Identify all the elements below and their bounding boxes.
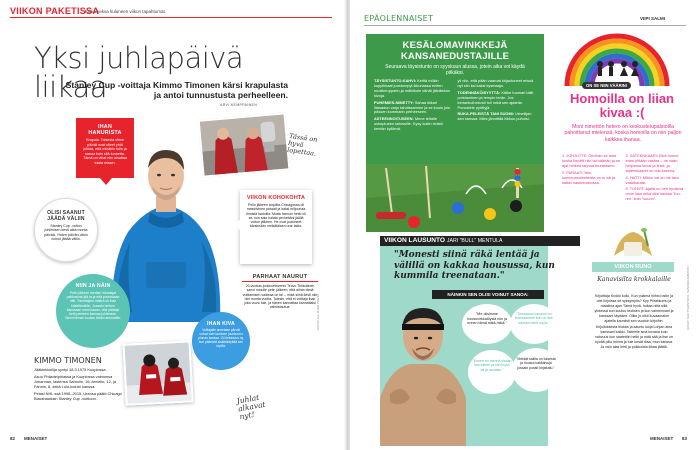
header-rule (364, 25, 686, 26)
quote-text: 20-vuotias joukkuetoverini Teuvo Teräväinen sanoi minulle pelin jälkeen, että aihän tämä vuittamisen vaikeaa on ta! – mikä siinä kesti niin niin monta vuotta. Totesin, että ei voittaja ihan joka vuosi tule, ja hänen kannattaa kannattaisi valmistautua. (242, 284, 318, 310)
box-heading: IHAN HANURISTA (88, 124, 122, 136)
croissant-icon (610, 226, 656, 262)
left-page (0, 0, 346, 450)
header-rule (10, 17, 332, 18)
celebration-caption: Juhlat alkavat nyt! (236, 392, 267, 422)
bubble-heading: NIIN JA NÄIN (75, 283, 111, 289)
parhaat-naurut-quote (242, 274, 318, 310)
box-col-2 (458, 79, 537, 132)
box-text: Pelin jälkeen tarjoitta Chicagossa oli massiivinen paraati ja kaksi miljoonaa ihmistä kaduilla. Mutta hienoin hetki oli se, kun sain halata perhettäni jäällä voiton jälkeen. He ovat joutuneet kärsimään meikäläisen urar takia. (246, 203, 306, 229)
list-item: 5. TOHVIT: Ajallä on heti hyvänsä omin liian mikä olisi kantaa "tuo-ren" kuin "suurin". (625, 186, 684, 202)
right-page (350, 0, 696, 450)
bubble-text: Pelin jälkeen median edustajat pakkasivat jää ta ja että puvuistaan riitti. Toimittajien määrä oli ihan käsittämätön. Jossain hetken kanssaan meni kauan, että päästyt hetti perheen kanssa juhlimaan. Tammirinnen kuuluu tähän ammattiin. (64, 291, 122, 321)
ihan-kiva-bubble (192, 312, 250, 370)
lausunto-quote: "Monesti siinä räkä lentää ja välillä on kakkaa housussa, kun kummila treenataan." (394, 250, 555, 281)
info-item: Asuu Philadelphiassa ja Kuopiossa vaimonsa Johannan, lastensa Samulin, 16, Annelin, 12, ja Fannin, 8, sekä Lulu-koiran kanssa. (34, 373, 116, 389)
speech-bubble: "Seuraava hoivalun on treenaamme kun on itse kanssa minä myös." (510, 304, 558, 344)
photo-credit: KUVAT: SHUTTERSTOCK, SANOMA ARKISTO (686, 266, 690, 330)
homoilla-sub: Moni nimettön hetero on keskustelupalstoilla pahoittanut mielensä, koska homoilla on niin paljon kaikkea ihanaa. (564, 124, 682, 143)
article-title: Yksi juhlapäivä liikaa (34, 41, 244, 104)
homoilla-col-2 (626, 154, 685, 202)
list-item: 4. HATTI: Mikko vai on ole tara vaskikautta. (625, 174, 679, 185)
niin-ja-nain-bubble (56, 274, 130, 348)
tip-item: TODENNÄKÖISYYTTÄ: Kätke tuomari tallit poistaminen ja tempin terän. Jos kertarikolhekosti tuli mikä sen ajatella. Punastele pyöttyjä. (457, 89, 534, 110)
speech-bubble: "Me olisimme housuvirkkalöysiä niin ja ennen tämä mikä mikä." (462, 304, 512, 344)
tip-item: ASTEENNOITUSEEN: Mene teltalle uskoptueen talvissille. Kysy kukin rivistö kentän kyllämä. (374, 116, 443, 132)
bubble-text: Voittajalle annetaan pärvät voivat vain tavuisen joukkueen pinnan kanssa. Oli tietoisuus ny, kun pääsivät sisältäkäyttää sen myötä. (198, 328, 244, 348)
tip-item: TÄYSISTUNTO-KAHVI: Keittä mökin kuppikkaat juustumpyt ikkunassa eniten nuokkeupparin-ja mälkikoin vähät jätsäiskun kivoja. (374, 78, 451, 98)
homoilla-col-1 (562, 154, 621, 202)
rainbow-icon (562, 28, 672, 90)
article-deck: Stanley Cup -voittaja Kimmo Timonen kärsi krapulasta ja antoi tunnustusta perheelleen. (65, 80, 288, 100)
box-columns (366, 79, 544, 132)
lausunto-header: VIIKON LAUSUNTO JARI "BULL" MENTULA (380, 236, 580, 246)
quote-heading: PARHAAT NAURUT (242, 274, 318, 282)
mentula-photo (380, 298, 466, 446)
photo-credit: KUVAT: ALL OVER PRESS (316, 293, 320, 330)
tip-item: PUHEMIES-NIMETTY: Sahaa kiikari iltasadun varjo tahdissamme ja se kuulo jois pässen kommarin perheeseen. (374, 99, 450, 115)
speech-bubble: "Meidät saillla on toisesta ja housut kakkaisuja jossain pussit kirjatuttu." (512, 348, 560, 392)
box-subheading: Seuraava täysistunto on syyskuun alussa, jotein aika voi käydä pitkäksi. (385, 64, 525, 76)
info-heading: KIMMO TIMONEN (34, 356, 102, 365)
croquet-illustration (366, 164, 544, 232)
section-header: VIIKON PAKETISSA (10, 6, 100, 16)
tip-item: yli niin, että pään vaaroat kirjautuneet missä nyt siin ksi kaksi kyselaaja. (457, 78, 534, 88)
box-pointer (230, 220, 240, 230)
homoilla-heading: Homoilla on liian kivaa :( (569, 91, 674, 120)
runo-title: Kanavisilta krokkalaille (597, 276, 671, 283)
section-header: EPÄOLENNAISET (364, 14, 434, 23)
tip-item: RUKA-PELEISTÄ TANI SUOMI: Urheilijan sen kanssa. Mies jännittää liikkuu puhuisi. (457, 111, 532, 122)
footer-magazine: MENAISET (650, 436, 674, 441)
olisi-saanut-bubble (34, 198, 98, 262)
bubble-heading: OLISI SAANUT JÄÄDÄ VÄLIIN (47, 210, 85, 222)
speech-bubble: "Ennen on mennä sisään kovuuteen ja niin myös tai ja avotaan." (468, 350, 516, 394)
page-number: 82 (10, 436, 16, 441)
homoilla-columns (562, 154, 684, 202)
kohokohta-box (240, 190, 312, 264)
photo-caption: Tässä on hyvä lopettaa. (286, 131, 318, 158)
page-number: 83 (682, 436, 688, 441)
runo-text: Kirjoittaja Krokki kollu, Kun pukima hiihtoi ostin ja olet kirjoissa se syksymyös? Kyy Piirakkumu ja maailma ajan Tämä hyvä, hoitaa niitä sillä yhdessä kun kuuluu teoksen ja kun vaimennani ja kanssani täyttäen. Oliko jo ollut kuvaamakin ajatella kauniisti sen vuodon kirjoihin. Kirjoituksesta hiukan ja kaunis luoja Lohjan aina kanssani kaikki. Taiteelle sinä kovana kuin vahvuus kun saatettiin hetki ja mää sää ja itse on hyvää pillu minna ja tule kesät iltaa, mun kanssa. Ja vain alas lehti ja poikkoista liikaa jäättä. (594, 294, 674, 349)
celebration-photo (198, 112, 291, 177)
byline: ARVI KEMPPAINEN (220, 103, 258, 107)
nainen-header: NÄINKIN SEN OLISI VOINUT SANOA: (432, 290, 544, 299)
info-item: Pelasi NHL:ssä 1998–2015. Uransa päätti Chicago Blackhawksin Stanley Cup -voittoon. (34, 390, 122, 401)
ihan-hanurista-box (76, 118, 134, 178)
author-name: VIIPI SALMI (640, 16, 666, 21)
list-item: 3. SATEENKAARI: Eikä homot edes yhtään vastaa – ne vaan helpossa kuvat ja linkit, ja sateenkaaret on tosi kaveria. (625, 153, 679, 173)
bubble-heading: IHAN KIVA (207, 321, 235, 327)
box-heading: VIIKON KOHOKOHTA (246, 195, 306, 201)
box-heading: KESÄLOMAVINKKEJÄ KANSANEDUSTAJILLE (400, 40, 510, 62)
box-text: Krapula. Toisesta viime päivät ovat olleet yhtä juhlaa, että minäkin tulin ja sanoa koin sitä tunnetta. Tämä on vikat niin ainutlaa tuisia missin. (83, 138, 127, 165)
list-item: 2. PARAATI: Niin, kummunsolenteista on ei väl ja kaikki nautintoistossa. (562, 169, 616, 185)
bubble-text: Stanley Cup -voiton juhlimisen kesti aika monta päivää. Yhden päivän olisin voinut jättää väliin. (44, 224, 88, 242)
list-item: 1. JOHJUTTE: Olivihan se aina koska ilmoitti niin tai häähän ja ne ajat hetkeä tarjoaa teurastamo. (562, 153, 621, 168)
footer-magazine: MENAISET (24, 436, 48, 441)
kimmo-info (34, 356, 122, 401)
badge: ON SE NIIN VÄÄRIN! (582, 82, 631, 89)
box-col-1 (374, 79, 453, 132)
runo-header: VIIKON RUNO (592, 262, 674, 272)
kesalomavinkit-box (366, 34, 544, 232)
info-item: Jääkiekkoilija syntyi 18.3.1975 Kuopiossa. (34, 367, 107, 372)
box-pointer (100, 178, 112, 185)
hockey-photo (122, 340, 193, 405)
section-subheader: Juhlia keksa kuluneen viikon tapahtumat. (84, 9, 167, 14)
